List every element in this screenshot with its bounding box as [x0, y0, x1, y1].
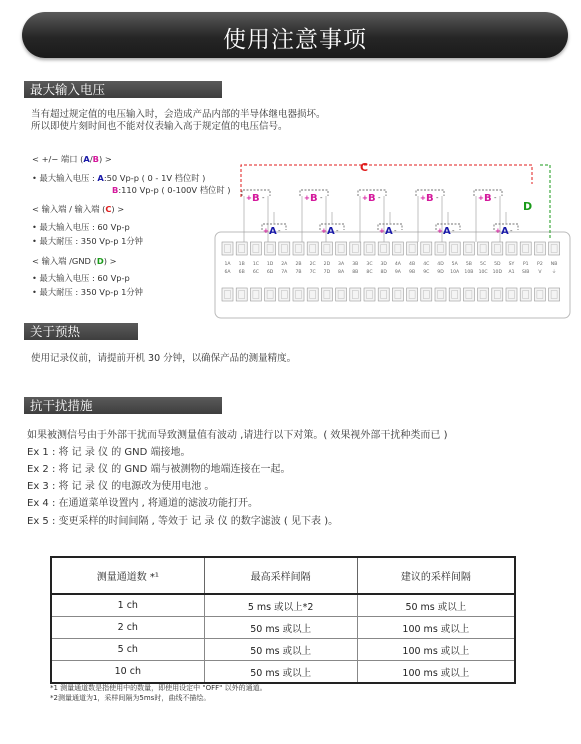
plus-sign: +: [263, 227, 269, 235]
terminal-label: 6A: [224, 270, 231, 275]
terminal-labels: [224, 261, 557, 275]
d-connection-line: [540, 165, 550, 240]
terminal-label: 6B: [238, 270, 245, 275]
terminal-label: SIB: [521, 270, 530, 275]
terminal-label: 7B: [295, 270, 302, 275]
section-heading-noise: 抗干扰措施: [24, 397, 222, 414]
minus-sign: -: [278, 227, 281, 235]
table-row: [51, 661, 515, 684]
terminal-pin: [279, 288, 290, 301]
minus-sign: -: [510, 227, 513, 235]
terminal-label: 9A: [394, 270, 401, 275]
terminal-label: 4C: [423, 262, 430, 267]
terminal-label: SY: [508, 262, 515, 267]
table-cell: 1 ch: [51, 594, 204, 617]
terminal-label: 8C: [366, 270, 373, 275]
terminal-diagram-svg: [214, 152, 572, 320]
terminal-pin: [435, 288, 446, 301]
minus-sign: -: [494, 194, 497, 202]
terminal-pin: [236, 288, 247, 301]
terminal-pin: [407, 242, 418, 255]
table-cell: 10 ch: [51, 661, 204, 684]
terminal-label: 3A: [338, 262, 345, 267]
terminal-pin: [350, 242, 361, 255]
terminal-pin: [279, 242, 290, 255]
terminal-pin: [364, 288, 375, 301]
terminal-label: 3C: [366, 262, 373, 267]
terminal-pin: [350, 288, 361, 301]
terminal-label: NB: [550, 262, 558, 267]
table-cell: 100 ms 或以上: [357, 661, 515, 684]
label-b: B: [484, 193, 492, 204]
terminal-pin: [463, 242, 474, 255]
terminal-pin: [392, 288, 403, 301]
terminal-pin: [478, 242, 489, 255]
minus-sign: -: [452, 227, 455, 235]
terminal-pin: [378, 242, 389, 255]
plus-sign: +: [420, 194, 426, 202]
terminal-label: 5A: [451, 262, 458, 267]
warmup-text: 使用记录仪前，请提前开机 30 分钟，以确保产品的测量精度。: [31, 353, 297, 364]
terminal-pin: [250, 242, 261, 255]
minus-sign: -: [378, 194, 381, 202]
label-d: D: [523, 200, 533, 213]
terminal-label: 4B: [409, 262, 416, 267]
minus-sign: -: [436, 194, 439, 202]
terminal-label: 1A: [224, 262, 231, 267]
terminal-label: V: [538, 270, 542, 275]
footnote-1: *1 测量通道数是指使用中的数量，即使用设定中 "OFF" 以外的通道。: [50, 684, 267, 692]
noise-item-5: Ex 5 : 变更采样的时间间隔 , 等效于 记 录 仪 的数字滤波 ( 见下表 )。: [27, 516, 339, 527]
noise-intro: 如果被测信号由于外部干扰而导致测量值有波动 ,请进行以下对策。( 效果视外部干扰种类而已 ): [27, 430, 448, 441]
terminal-label: 7C: [309, 270, 316, 275]
terminal-label: 8B: [352, 270, 359, 275]
terminal-pin: [463, 288, 474, 301]
terminal-pin: [364, 242, 375, 255]
terminal-label: 2D: [323, 262, 331, 267]
terminal-pin: [250, 288, 261, 301]
noise-item-4: Ex 4 : 在通道菜单设置内 , 将通道的滤波功能打开。: [27, 498, 259, 509]
table-cell: 50 ms 或以上: [204, 661, 357, 684]
terminal-label: 2B: [295, 262, 302, 267]
table-cell: 50 ms 或以上: [204, 617, 357, 639]
plus-sign: +: [304, 194, 310, 202]
label-a: A: [269, 226, 277, 237]
minus-sign: -: [262, 194, 265, 202]
table-header: 最高采样间隔: [204, 557, 357, 594]
terminal-pin: [534, 288, 545, 301]
terminal-label: 7D: [323, 270, 331, 275]
terminal-label: 8D: [380, 270, 387, 275]
label-c: C: [360, 161, 369, 174]
terminal-pin: [435, 242, 446, 255]
plus-sign: +: [379, 227, 385, 235]
section-heading-warmup: 关于预热: [24, 323, 138, 340]
terminal-label: 1D: [266, 262, 274, 267]
plus-sign: +: [321, 227, 327, 235]
terminal-pin: [378, 288, 389, 301]
terminal-label: 10C: [478, 270, 488, 275]
noise-item-1: Ex 1 : 将 记 录 仪 的 GND 端接地。: [27, 447, 191, 458]
terminal-pin: [407, 288, 418, 301]
noise-item-2: Ex 2 : 将 记 录 仪 的 GND 端与被测物的地端连接在一起。: [27, 464, 291, 475]
channel-groups: [242, 190, 518, 242]
table-cell: 5 ms 或以上*2: [204, 594, 357, 617]
terminal-pin: [534, 242, 545, 255]
minus-sign: -: [320, 194, 323, 202]
terminal-label: 4A: [394, 262, 401, 267]
table-header: 建议的采样间隔: [357, 557, 515, 594]
terminal-label: 9C: [423, 270, 430, 275]
label-b: B: [310, 193, 318, 204]
terminal-pin: [549, 288, 560, 301]
terminal-label: 8A: [338, 270, 345, 275]
terminal-label: 3D: [380, 262, 387, 267]
terminal-pin: [492, 288, 503, 301]
label-b: B: [368, 193, 376, 204]
noise-item-3: Ex 3 : 将 记 录 仪 的电源改为使用电池 。: [27, 481, 215, 492]
terminal-label: 6C: [252, 270, 259, 275]
terminal-pin: [321, 288, 332, 301]
terminal-pin: [392, 242, 403, 255]
plus-sign: +: [495, 227, 501, 235]
table-cell: 100 ms 或以上: [357, 639, 515, 661]
minus-sign: -: [394, 227, 397, 235]
terminal-label: 9D: [437, 270, 444, 275]
terminal-pin: [336, 242, 347, 255]
plus-sign: +: [437, 227, 443, 235]
table-row: [51, 639, 515, 661]
minus-sign: -: [336, 227, 339, 235]
label-a: A: [327, 226, 335, 237]
table-cell: 5 ch: [51, 639, 204, 661]
label-b: B: [426, 193, 434, 204]
terminal-label: 3B: [352, 262, 359, 267]
section-heading-max-voltage: 最大输入电压: [24, 81, 222, 98]
terminal-label: A1: [508, 270, 515, 275]
warning-line-2: 所以即使片刻时间也不能对仪表输入高于规定值的电压信号。: [31, 121, 288, 132]
terminal-c-line-2: • 最大耐压 : 350 Vp-p 1分钟: [32, 236, 143, 246]
terminal-pin: [421, 242, 432, 255]
terminal-c-label: < 输入端 / 输入端 (C) >: [32, 204, 125, 214]
terminal-ab-label: < +/− 端口 (A/B) >: [32, 154, 112, 164]
terminal-pin: [449, 242, 460, 255]
terminal-label: 7A: [281, 270, 288, 275]
terminal-pin: [478, 288, 489, 301]
table-header-row: [51, 557, 515, 594]
terminal-diagram: [214, 152, 572, 320]
footnote-2: *2测量通道为1，采样间隔为5ms时，曲线不描绘。: [50, 694, 211, 702]
terminal-pin: [293, 288, 304, 301]
terminal-pin: [265, 242, 276, 255]
terminal-pin: [449, 288, 460, 301]
terminal-pin: [506, 288, 517, 301]
terminal-label: 5B: [465, 262, 472, 267]
table-header: 测量通道数 *¹: [51, 557, 204, 594]
terminal-label: 4D: [437, 262, 444, 267]
terminal-d-line-1: • 最大输入电压 : 60 Vp-p: [32, 273, 130, 283]
terminal-label: 5C: [480, 262, 487, 267]
terminal-d-line-2: • 最大耐压 : 350 Vp-p 1分钟: [32, 287, 143, 297]
table-cell: 100 ms 或以上: [357, 617, 515, 639]
terminal-label: 5D: [494, 262, 501, 267]
terminal-label: 1C: [252, 262, 259, 267]
terminal-label: P2: [537, 262, 543, 267]
terminal-label: 10B: [464, 270, 474, 275]
terminal-label: 6D: [266, 270, 274, 275]
label-a: A: [443, 226, 451, 237]
plus-sign: +: [478, 194, 484, 202]
terminal-pin: [321, 242, 332, 255]
table-row: [51, 617, 515, 639]
terminal-label: 1B: [238, 262, 245, 267]
plus-sign: +: [362, 194, 368, 202]
table-cell: 50 ms 或以上: [357, 594, 515, 617]
terminal-ab-line-1: • 最大输入电压 : A:50 Vp-p ( 0 - 1V 档位时 ): [32, 173, 206, 183]
terminal-pin: [520, 288, 531, 301]
terminal-label: P1: [522, 262, 529, 267]
table-row: [51, 594, 515, 617]
terminal-pin: [506, 242, 517, 255]
terminal-pin: [265, 288, 276, 301]
terminal-label: 2C: [309, 262, 316, 267]
terminal-pin: [307, 288, 318, 301]
plus-sign: +: [246, 194, 252, 202]
terminal-label: 9B: [409, 270, 416, 275]
label-a: A: [501, 226, 509, 237]
label-a: A: [385, 226, 393, 237]
terminal-label: 2A: [281, 262, 288, 267]
sampling-interval-table: [50, 556, 516, 684]
terminal-label: 10A: [450, 270, 460, 275]
terminal-pin: [520, 242, 531, 255]
terminal-pin: [336, 288, 347, 301]
title-banner: [22, 12, 568, 58]
terminal-d-label: < 输入端 /GND (D) >: [32, 256, 117, 266]
terminal-pin: [293, 242, 304, 255]
terminal-pin: [549, 242, 560, 255]
terminal-pin: [236, 242, 247, 255]
terminal-pin: [222, 288, 233, 301]
terminal-pin: [222, 242, 233, 255]
terminal-c-line-1: • 最大输入电压 : 60 Vp-p: [32, 222, 130, 232]
label-b: B: [252, 193, 260, 204]
table-cell: 2 ch: [51, 617, 204, 639]
terminal-pin: [492, 242, 503, 255]
terminal-pin: [307, 242, 318, 255]
page-title: 使用注意事项: [223, 27, 367, 53]
terminal-pin: [421, 288, 432, 301]
terminal-label: ⏚: [551, 270, 557, 275]
terminal-label: 10D: [492, 270, 502, 275]
warning-line-1: 当有超过规定值的电压输入时，会造成产品内部的半导体继电器损坏。: [31, 109, 326, 120]
terminal-ab-line-2: B:110 Vp-p ( 0-100V 档位时 ): [112, 185, 231, 195]
table-cell: 50 ms 或以上: [204, 639, 357, 661]
